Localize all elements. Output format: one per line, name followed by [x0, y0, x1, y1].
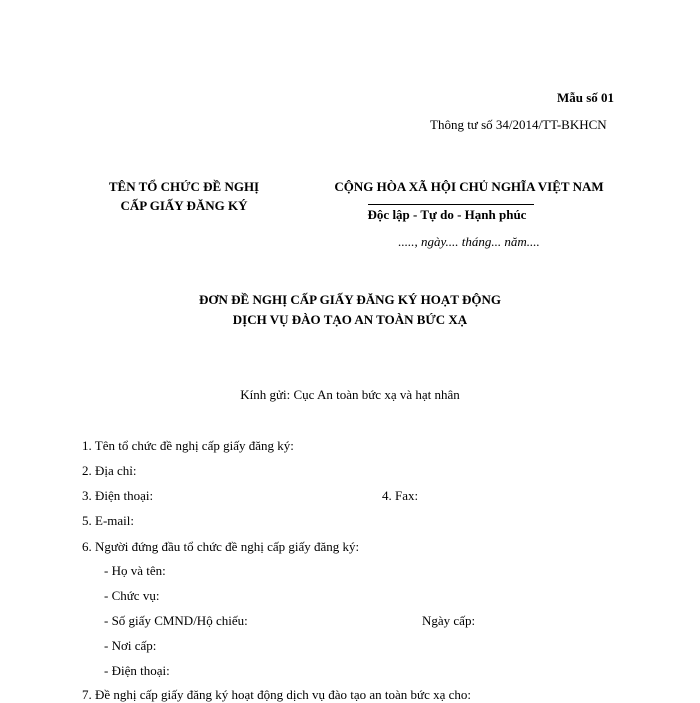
field-head-issue-date: Ngày cấp:: [422, 613, 476, 628]
field-head-phone: - Điện thoại:: [104, 663, 170, 678]
org-name-line1: TÊN TỔ CHỨC ĐỀ NGHỊ: [108, 179, 260, 194]
republic-underline: [368, 204, 534, 205]
field-head-of-org: 6. Người đứng đầu tổ chức đề nghị cấp giấy đăng ký:: [82, 539, 360, 554]
field-head-name: - Họ và tên:: [104, 563, 166, 578]
field-request-for: 7. Đề nghị cấp giấy đăng ký hoạt động dịch vụ đào tạo an toàn bức xạ cho:: [82, 687, 471, 702]
document-title-line1: ĐƠN ĐỀ NGHỊ CẤP GIẤY ĐĂNG KÝ HOẠT ĐỘNG: [199, 292, 501, 307]
field-fax: 4. Fax:: [382, 488, 419, 503]
document-title-line2: DỊCH VỤ ĐÀO TẠO AN TOÀN BỨC XẠ: [232, 312, 468, 327]
form-number: Mẫu số 01: [557, 90, 615, 105]
field-org-name: 1. Tên tổ chức đề nghị cấp giấy đăng ký:: [82, 438, 294, 453]
org-name-line2: CẤP GIẤY ĐĂNG KÝ: [120, 198, 248, 213]
field-address: 2. Địa chỉ:: [82, 463, 137, 478]
circular-reference: Thông tư số 34/2014/TT-BKHCN: [430, 117, 607, 132]
field-head-position: - Chức vụ:: [104, 588, 160, 603]
field-head-issue-place: - Nơi cấp:: [104, 638, 157, 653]
republic-name: CỘNG HÒA XÃ HỘI CHỦ NGHĨA VIỆT NAM: [334, 179, 604, 194]
addressee: Kính gửi: Cục An toàn bức xạ và hạt nhân: [240, 387, 460, 402]
field-email: 5. E-mail:: [82, 513, 134, 528]
motto: Độc lập - Tự do - Hạnh phúc: [367, 207, 527, 222]
date-line: ....., ngày.... tháng... năm....: [398, 234, 540, 249]
field-head-id: - Số giấy CMND/Hộ chiếu:: [104, 613, 248, 628]
field-phone: 3. Điện thoại:: [82, 488, 154, 503]
